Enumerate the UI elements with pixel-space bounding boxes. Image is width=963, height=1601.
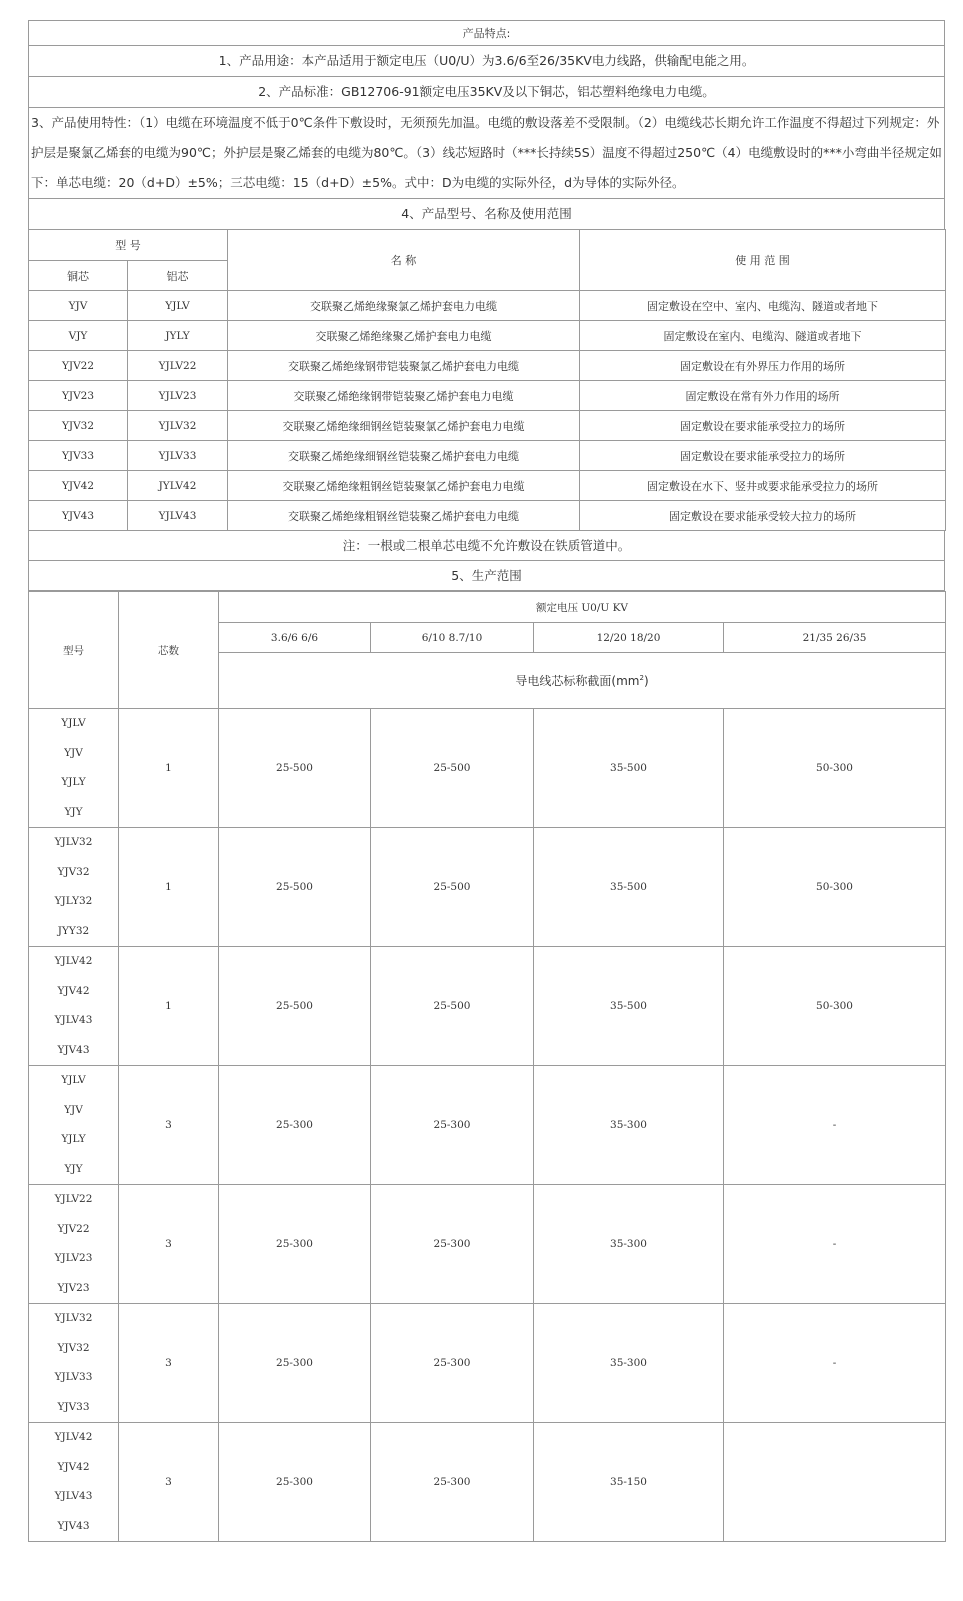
aluminum-cell: JYLV42 [128,471,228,501]
range-cell: 50-300 [724,947,946,1066]
model-item: YJV [64,746,83,759]
table-row [29,351,946,381]
range-cell: 25-500 [219,709,371,828]
paragraph-standard: 2、产品标准：GB12706-91额定电压35KV及以下铜芯，铝芯塑料绝缘电力电缆。 [28,76,945,107]
aluminum-cell: YJLV32 [128,411,228,441]
table-row [29,411,946,441]
model-item: YJLV32 [54,1312,93,1324]
name-cell: 交联聚乙烯绝缘细钢丝铠装聚乙烯护套电力电缆 [228,441,580,471]
range-cell: 25-300 [371,1423,534,1542]
model-item: YJV32 [57,1341,90,1354]
model-item: YJLV [61,1074,86,1086]
model-item: YJLV43 [54,1014,93,1026]
product-sheet [28,20,945,1542]
model-table [28,229,946,531]
model-header: 型号 [29,592,119,709]
copper-cell: VJY [29,321,128,351]
model-item: YJV42 [57,984,90,997]
range-cell: 35-300 [534,1066,724,1185]
model-item: YJLV33 [54,1371,93,1383]
model-item: YJY [64,1162,83,1175]
copper-cell: YJV33 [29,441,128,471]
range-cell: 35-300 [534,1185,724,1304]
range-cell: 35-500 [534,947,724,1066]
cross-section-header [219,653,946,709]
copper-cell: YJV42 [29,471,128,501]
production-range-table [28,591,946,1542]
name-cell: 交联聚乙烯绝缘粗钢丝铠装聚氯乙烯护套电力电缆 [228,471,580,501]
table-row [29,471,946,501]
usage-cell: 固定敷设在常有外力作用的场所 [580,381,946,411]
model-item: YJV33 [57,1400,90,1413]
table-row [29,1185,946,1304]
model-item: YJV22 [57,1222,90,1235]
voltage-header: 额定电压 U0/U KV [219,592,946,623]
model-item: YJV [64,1103,83,1116]
cross-section-sup: 2 [639,674,644,682]
name-cell: 交联聚乙烯绝缘粗钢丝铠装聚乙烯护套电力电缆 [228,501,580,531]
usage-cell: 固定敷设在空中、室内、电缆沟、隧道或者地下 [580,291,946,321]
cores-cell: 3 [119,1066,219,1185]
model-item: YJLY [61,776,86,788]
model-list-cell [29,1066,119,1185]
copper-cell: YJV [29,291,128,321]
model-item: YJLV42 [54,955,93,967]
range-cell [724,1423,946,1542]
table-row [29,1066,946,1185]
table-row [29,1423,946,1542]
name-cell: 交联聚乙烯绝缘细钢丝铠装聚氯乙烯护套电力电缆 [228,411,580,441]
range-cell: 50-300 [724,709,946,828]
model-item: YJV43 [57,1043,90,1056]
section-4-title: 4、产品型号、名称及使用范围 [28,198,945,229]
cores-cell: 1 [119,828,219,947]
model-item: YJLY32 [54,895,93,907]
table-row [29,1304,946,1423]
cross-section-close: ) [643,674,649,688]
aluminum-cell: YJLV43 [128,501,228,531]
copper-header: 铜芯 [29,261,128,291]
model-item: YJLY [61,1133,86,1145]
aluminum-cell: YJLV22 [128,351,228,381]
range-cell: 25-500 [371,947,534,1066]
note: 注：一根或二根单芯电缆不允许敷设在铁质管道中。 [28,531,945,561]
table-row [29,709,946,828]
voltage-range-1: 3.6/6 6/6 [219,623,371,653]
range-cell: 35-500 [534,709,724,828]
model-list-cell [29,1304,119,1423]
model-item: YJLV43 [54,1490,93,1502]
model-item: YJV32 [57,865,90,878]
copper-cell: YJV22 [29,351,128,381]
voltage-range-4: 21/35 26/35 [724,623,946,653]
model-item: YJLV [61,717,86,729]
cores-header: 芯数 [119,592,219,709]
model-list-cell [29,1185,119,1304]
copper-cell: YJV32 [29,411,128,441]
model-list-cell [29,1423,119,1542]
range-cell: 50-300 [724,828,946,947]
aluminum-cell: YJLV33 [128,441,228,471]
cores-cell: 1 [119,947,219,1066]
model-item: YJV23 [57,1281,90,1294]
range-cell: - [724,1185,946,1304]
range-cell: 35-150 [534,1423,724,1542]
usage-cell: 固定敷设在室内、电缆沟、隧道或者地下 [580,321,946,351]
usage-cell: 固定敷设在有外界压力作用的场所 [580,351,946,381]
name-cell: 交联聚乙烯绝缘钢带铠装聚乙烯护套电力电缆 [228,381,580,411]
table-row [29,828,946,947]
usage-cell: 固定敷设在要求能承受拉力的场所 [580,411,946,441]
model-item: YJLV23 [54,1252,93,1264]
range-cell: 25-500 [219,828,371,947]
table-row [29,291,946,321]
name-cell: 交联聚乙烯绝缘钢带铠装聚氯乙烯护套电力电缆 [228,351,580,381]
name-header: 名 称 [228,230,580,291]
voltage-range-3: 12/20 18/20 [534,623,724,653]
range-cell: 35-300 [534,1304,724,1423]
aluminum-cell: JYLY [128,321,228,351]
range-cell: 35-500 [534,828,724,947]
aluminum-header: 铝芯 [128,261,228,291]
cross-section-label: 导电线芯标称截面(mm [515,674,640,688]
range-cell: - [724,1304,946,1423]
name-cell: 交联聚乙烯绝缘聚乙烯护套电力电缆 [228,321,580,351]
cores-cell: 3 [119,1185,219,1304]
copper-cell: YJV43 [29,501,128,531]
name-cell: 交联聚乙烯绝缘聚氯乙烯护套电力电缆 [228,291,580,321]
usage-cell: 固定敷设在要求能承受较大拉力的场所 [580,501,946,531]
range-cell: 25-300 [371,1304,534,1423]
model-item: YJV42 [57,1460,90,1473]
paragraph-characteristics: 3、产品使用特性：（1）电缆在环境温度不低于0℃条件下敷设时，无须预先加温。电缆的敷设落差不受限制。（2）电缆线芯长期允许工作温度不得超过下列规定：外护层是聚氯乙烯套的电缆为90℃；外护层是聚乙烯套的电缆为80℃。（3）线芯短路时（***长持续5S）温度不得超过250℃（4）电缆敷设时的***小弯曲半径规定如下：单芯电缆：20（d+D）±5%；三芯电缆：15（d+D）±5%。式中：D为电缆的实际外径，d为导体的实际外径。 [28,107,945,198]
voltage-range-2: 6/10 8.7/10 [371,623,534,653]
copper-cell: YJV23 [29,381,128,411]
cores-cell: 3 [119,1304,219,1423]
range-cell: 25-300 [371,1185,534,1304]
model-item: YJLV32 [54,836,93,848]
aluminum-cell: YJLV23 [128,381,228,411]
range-cell: 25-300 [219,1304,371,1423]
table-row [29,947,946,1066]
usage-cell: 固定敷设在水下、竖井或要求能承受拉力的场所 [580,471,946,501]
cores-cell: 3 [119,1423,219,1542]
model-item: JYY32 [57,924,90,937]
aluminum-cell: YJLV [128,291,228,321]
range-cell: 25-300 [219,1066,371,1185]
usage-header: 使 用 范 围 [580,230,946,291]
range-cell: - [724,1066,946,1185]
model-list-cell [29,947,119,1066]
model-item: YJLV42 [54,1431,93,1443]
model-item: YJY [64,805,83,818]
range-cell: 25-500 [371,709,534,828]
range-cell: 25-300 [219,1185,371,1304]
table-row [29,501,946,531]
paragraph-usage: 1、产品用途：本产品适用于额定电压（U0/U）为3.6/6至26/35KV电力线路，供输配电能之用。 [28,45,945,76]
table-row [29,321,946,351]
table-row [29,381,946,411]
table-row [29,441,946,471]
model-item: YJV43 [57,1519,90,1532]
cores-cell: 1 [119,709,219,828]
features-title: 产品特点: [28,20,945,45]
range-cell: 25-500 [371,828,534,947]
model-item: YJLV22 [54,1193,93,1205]
usage-cell: 固定敷设在要求能承受拉力的场所 [580,441,946,471]
range-cell: 25-500 [219,947,371,1066]
section-5-title: 5、生产范围 [28,561,945,591]
range-cell: 25-300 [371,1066,534,1185]
model-header: 型 号 [29,230,228,261]
model-list-cell [29,828,119,947]
model-list-cell [29,709,119,828]
range-cell: 25-300 [219,1423,371,1542]
